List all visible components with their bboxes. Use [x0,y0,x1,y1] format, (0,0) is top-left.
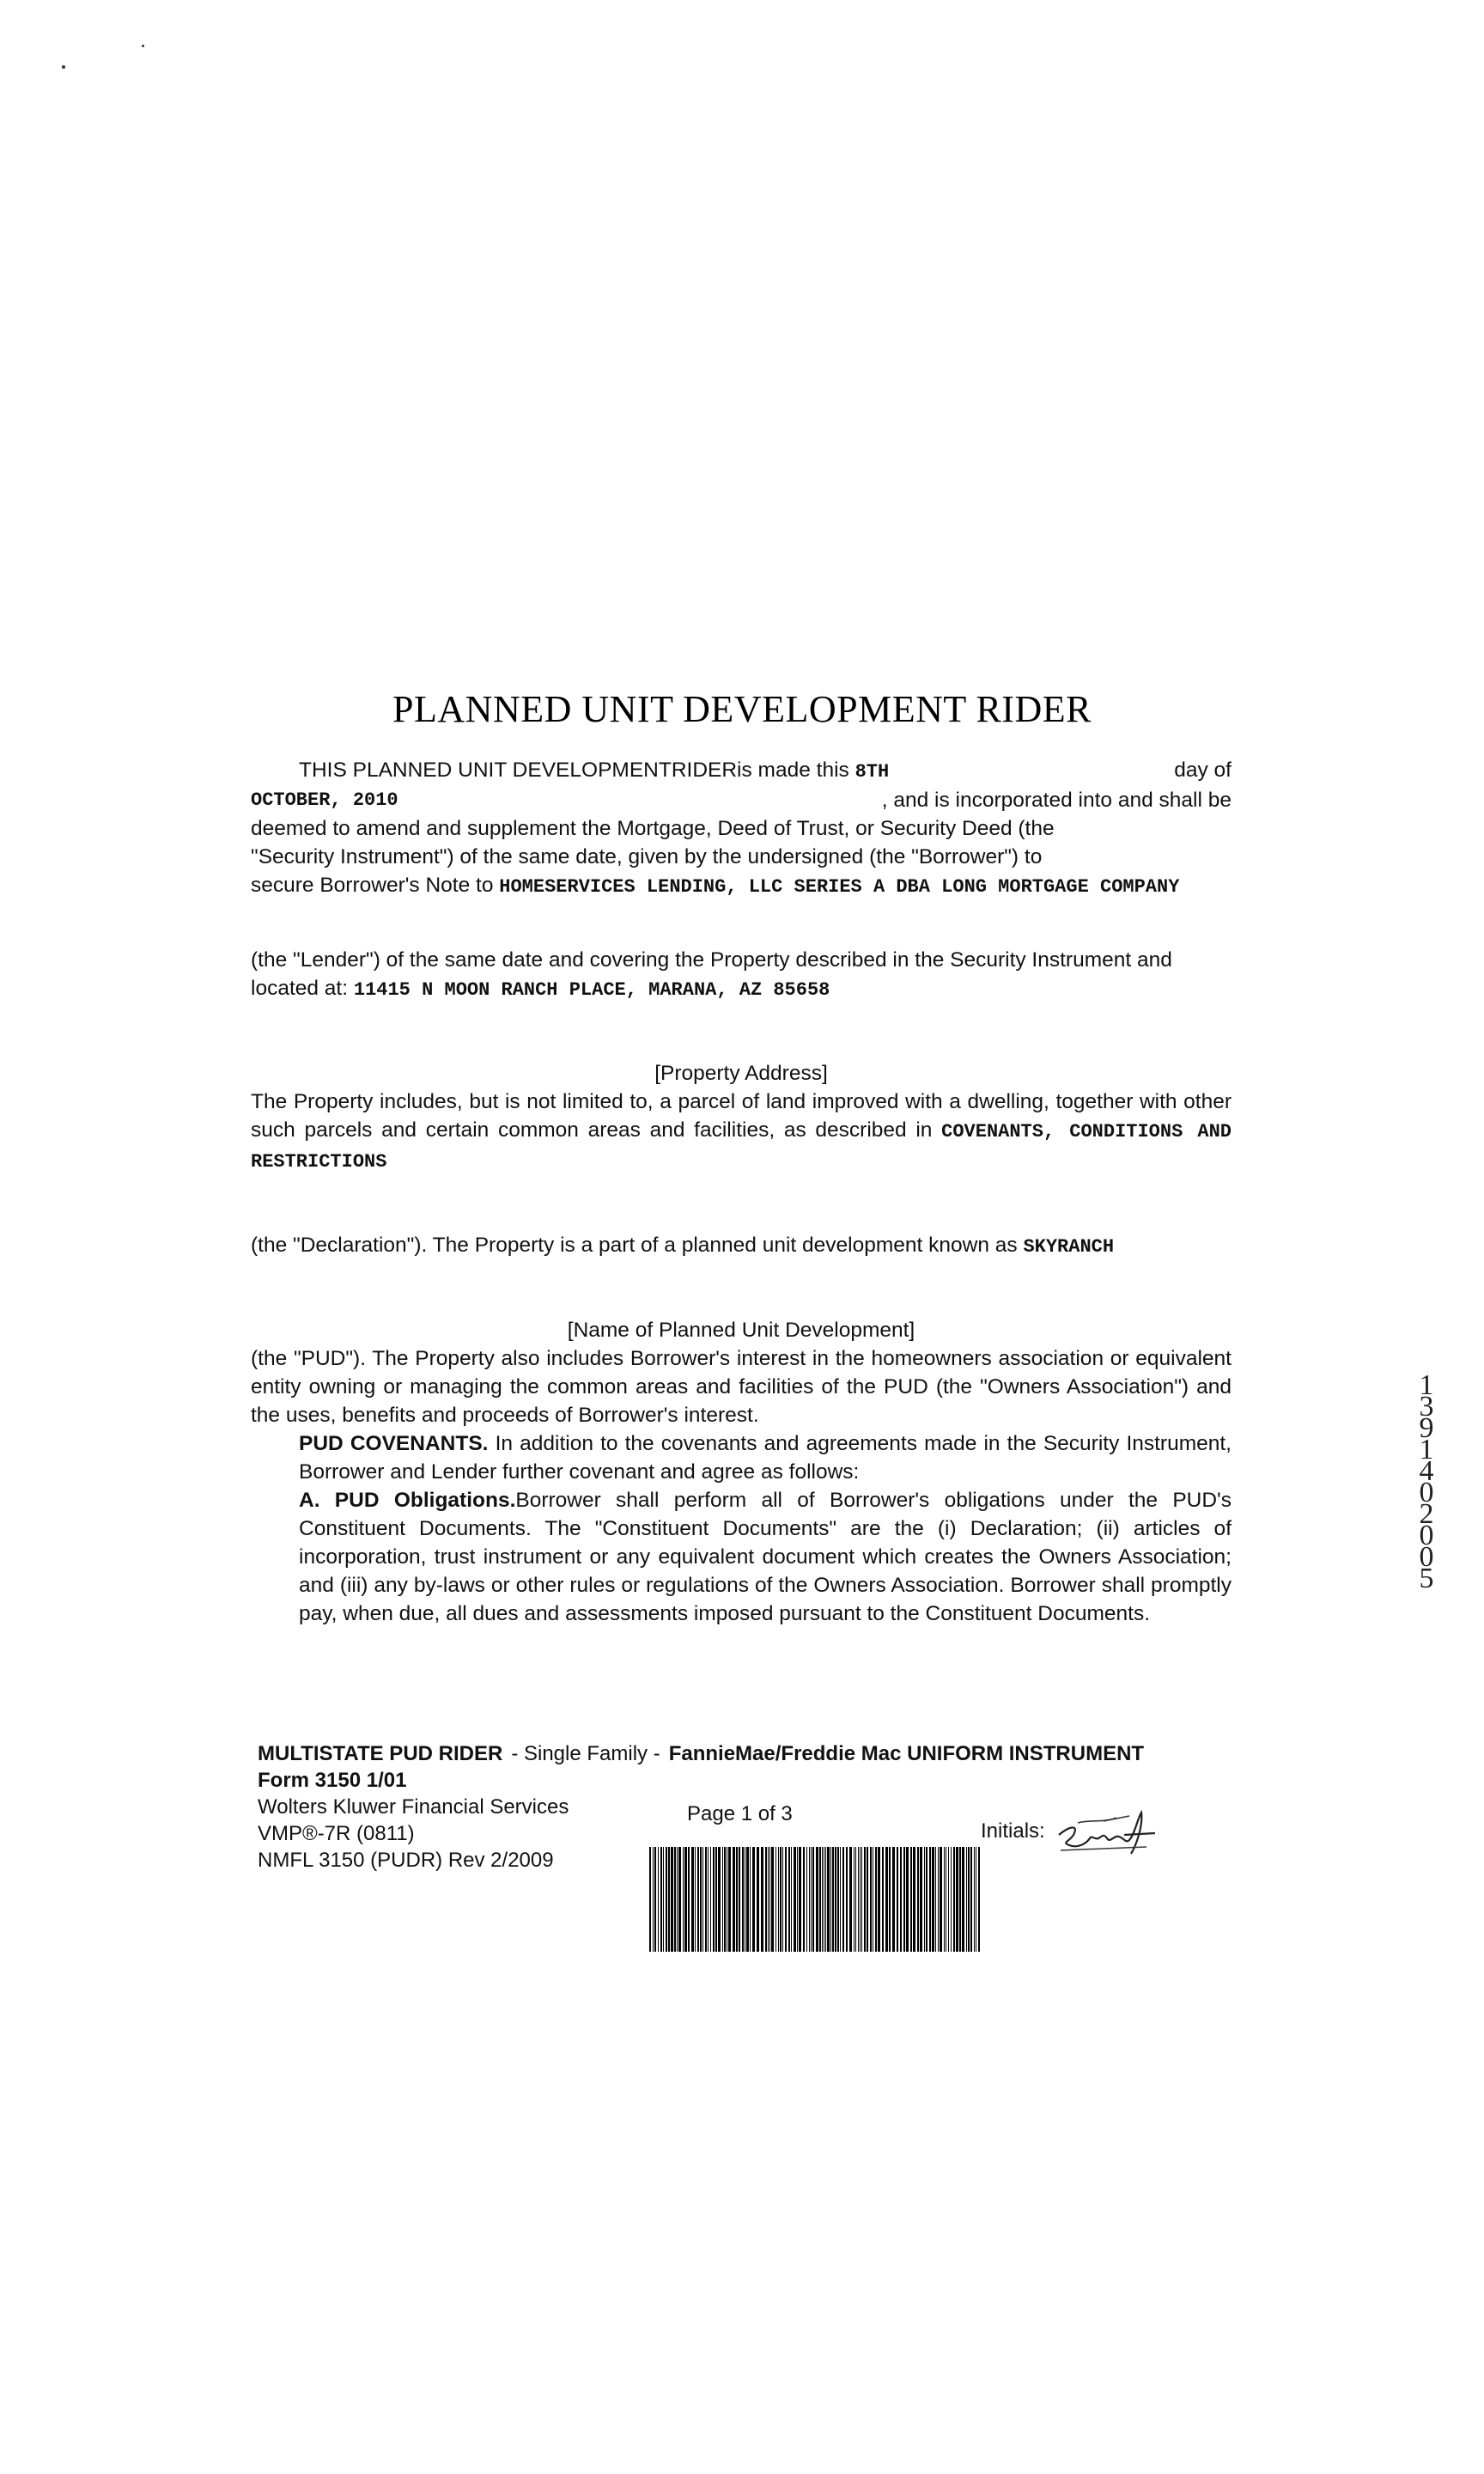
rider-body [251,756,1232,1628]
intro-incorporated: , and is incorporated into and shall be [881,789,1232,812]
covenants-text: In addition to the covenants and agreements made in the Security Instrument, Borrower and Lender further covenant and agree as follows: [299,1432,1232,1484]
property-paragraph [251,1088,1232,1176]
intro-note-lead: secure Borrower's Note to [251,874,494,897]
lender-name: HOMESERVICES LENDING, LLC SERIES A DBA LONG MORTGAGE COMPANY [499,876,1180,898]
pud-name-label: [Name of Planned Unit Development] [567,1319,915,1342]
obligations-text: Borrower shall perform all of Borrower's obligations under the PUD's Constituent Documents. The "Constituent Documents" are the (i) Declaration; (ii) articles of incorporation, trust instrument or any equivalent document which creates the Owners Association; and (iii) any by-laws or other rules or regulations of the Owners Association. Borrower shall promptly pay, when due, all dues and assessments imposed pursuant to the Constituent Documents. [299,1489,1232,1625]
intro-line-5 [251,871,1232,901]
lender-paragraph-text: (the "Lender") of the same date and covering the Property described in the Security Instrument and located at: [251,948,1172,1000]
scan-speck [142,45,144,47]
initials-field[interactable] [981,1801,1172,1861]
intro-line-1 [251,756,1232,786]
declaration-title: COVENANTS, CONDITIONS AND RESTRICTIONS [251,1121,1232,1173]
side-document-number: 1391402005 [1419,1369,1434,1594]
barcode-icon [648,1847,984,1952]
intro-day-of: day of [1174,759,1232,782]
obligations-heading: A. PUD Obligations. [299,1489,516,1512]
scan-speck [62,65,65,69]
property-address-label: [Property Address] [654,1062,828,1085]
property-address: 11415 N MOON RANCH PLACE, MARANA, AZ 85658 [353,979,830,1001]
page-number: Page 1 of 3 [687,1802,793,1825]
intro-lead: THIS PLANNED UNIT DEVELOPMENTRIDERis made this [299,759,849,782]
form-agency: FannieMae/Freddie Mac UNIFORM INSTRUMENT [668,1742,1145,1765]
form-vmp: VMP®-7R (0811) [258,1822,415,1845]
form-number: Form 3150 1/01 [258,1769,407,1792]
initials-label: Initials: [981,1819,1045,1843]
declaration-paragraph-text: (the "Declaration"). The Property is a part of a planned unit development known as [251,1234,1018,1257]
intro-day: 8TH [855,761,890,783]
property-paragraph-text: The Property includes, but is not limited to, a parcel of land improved with a dwelling, together with other such parcels and certain common areas and facilities, as described in [251,1090,1232,1142]
intro-line-2 [251,786,1232,814]
intro-line-4: "Security Instrument") of the same date, given by the undersigned (the "Borrower") to [251,845,1043,868]
form-type: - Single Family - [511,1742,660,1765]
covenants-paragraph [251,1429,1232,1486]
intro-month-year: OCTOBER, 2010 [251,789,398,811]
pud-name: SKYRANCH [1023,1236,1115,1258]
form-title-row [258,1740,1237,1767]
document-title: PLANNED UNIT DEVELOPMENT RIDER [392,688,1092,730]
covenants-heading: PUD COVENANTS. [299,1432,489,1455]
intro-line-3: deemed to amend and supplement the Mortgage, Deed of Trust, or Security Deed (the [251,817,1055,840]
handwritten-initials-icon [1052,1801,1172,1861]
declaration-paragraph [251,1231,1232,1261]
form-nmfl: NMFL 3150 (PUDR) Rev 2/2009 [258,1849,554,1872]
obligations-paragraph [251,1486,1232,1628]
form-title: MULTISTATE PUD RIDER [258,1742,503,1765]
pud-paragraph: (the "PUD"). The Property also includes Borrower's interest in the homeowners association or equivalent entity owning or managing the common areas and facilities of the PUD (the "Owners Association") and the uses, benefits and proceeds of Borrower's interest. [251,1347,1232,1427]
form-publisher: Wolters Kluwer Financial Services [258,1795,569,1819]
lender-paragraph [251,946,1232,1004]
